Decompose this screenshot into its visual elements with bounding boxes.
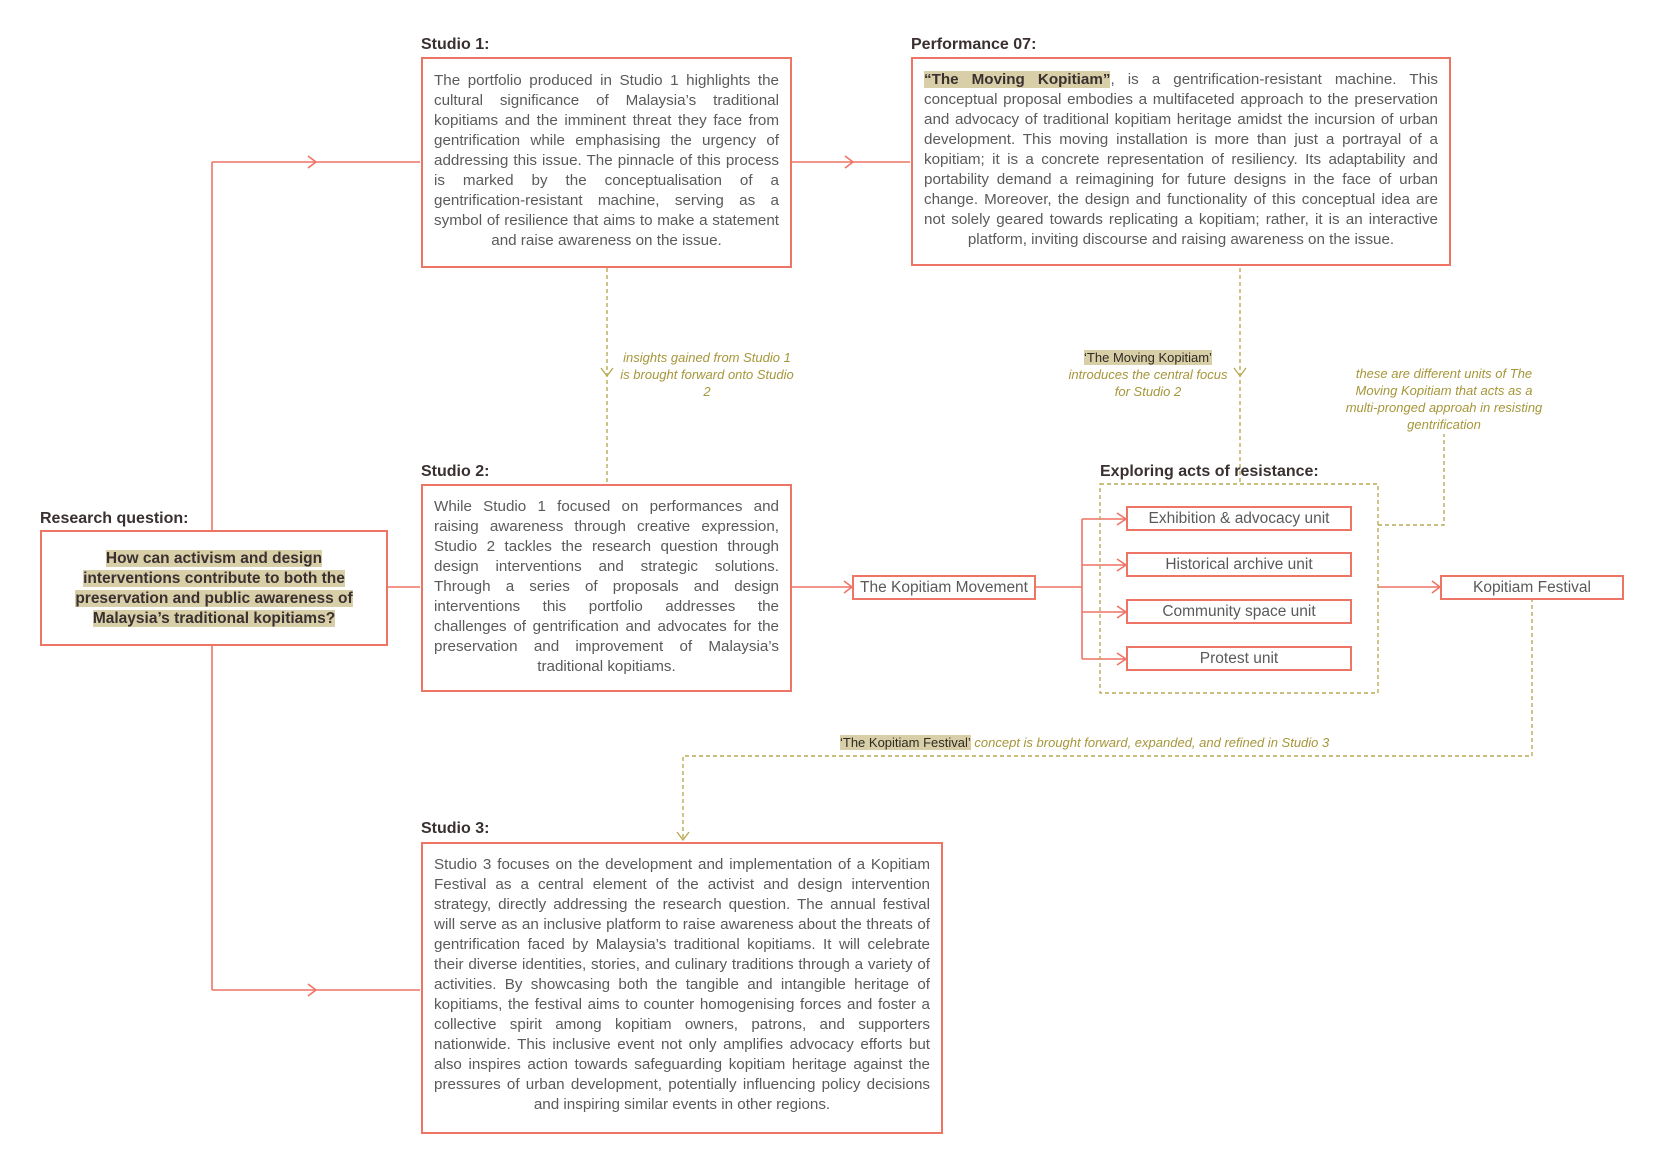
kopitiam-festival-box: Kopitiam Festival — [1440, 575, 1624, 600]
research-question-label: Research question: — [40, 510, 189, 527]
historical-archive-unit: Historical archive unit — [1126, 552, 1352, 577]
protest-unit: Protest unit — [1126, 646, 1352, 671]
studio3-text: Studio 3 focuses on the development and implementation of a Kopitiam Festival as a central element of the activist and design intervention strategy, directly addressing the research question. The annual festival will serve as an inclusive platform to raise awareness about the threats of gentrification faced by Malaysia’s traditional kopitiams. It will celebrate their diverse identities, stories, and culinary traditions through a variety of activities. By showcasing both the tangible and intangible heritage of kopitiams, the festival aims to counter homogenising forces and foster a collective spirit among kopitiam owners, patrons, and supporters nationwide. This inclusive event not only amplifies advocacy efforts but also inspires action towards safeguarding kopitiam heritage against the pressures of urban development, potentially influencing policy decisions and inspiring similar events in other regions. — [434, 856, 930, 1113]
festival-note — [840, 734, 1380, 751]
kopitiam-movement-box: The Kopitiam Movement — [852, 575, 1036, 600]
community-space-unit: Community space unit — [1126, 599, 1352, 624]
research-question-text: How can activism and design interventions contribute to both the preservation and public awareness of Malaysia’s traditional kopitiams? — [75, 550, 353, 627]
moving-kopitiam-note — [1068, 349, 1228, 400]
insights-note: insights gained from Studio 1 is brought forward onto Studio 2 — [620, 350, 794, 399]
festival-note-text: concept is brought forward, expanded, and refined in Studio 3 — [970, 735, 1330, 750]
performance-highlight: “The Moving Kopitiam” — [924, 71, 1111, 88]
performance-paragraph — [924, 70, 1438, 250]
studio1-label: Studio 1: — [421, 36, 490, 53]
performance-label: Performance 07: — [911, 36, 1037, 53]
performance-text: , is a gentrification-resistant machine. This conceptual proposal embodies a multifaceted approach to the preservation and advocacy of traditional kopitiam heritage amidst the incursion of urban development. This moving installation is more than just a portrayal of a kopitiam; it is a concrete representation of resiliency. Its adaptability and portability demand a reimagining for future designs in the face of urban change. Moreover, the design and functionality of this conceptual idea are not solely geared towards replicating a kopitiam; rather, it is an interactive platform, inviting discourse and raising awareness on the issue. — [924, 71, 1438, 248]
studio3-label: Studio 3: — [421, 820, 490, 837]
studio2-label: Studio 2: — [421, 463, 490, 480]
moving-kopitiam-note-text: introduces the central focus for Studio 2 — [1068, 367, 1228, 399]
studio1-text: The portfolio produced in Studio 1 highlights the cultural significance of Malaysia’s traditional kopitiams and the imminent threat they face from gentrification while emphasising the urgency of addressing this issue. The pinnacle of this process is marked by the conceptualisation of a gentrification-resistant machine, serving as a symbol of resilience that aims to make a statement and raise awareness on the issue. — [434, 72, 779, 249]
exhibition-advocacy-unit: Exhibition & advocacy unit — [1126, 506, 1352, 531]
studio2-text: While Studio 1 focused on performances and raising awareness through creative expression, Studio 2 tackles the research question through design interventions and strategic solutions. Through a series of proposals and design interventions this portfolio addresses the challenges of gentrification and advocates for the preservation and improvement of Malaysia’s traditional kopitiams. — [434, 498, 779, 675]
moving-kopitiam-tag: ‘The Moving Kopitiam’ — [1084, 350, 1212, 365]
festival-tag: ‘The Kopitiam Festival’ — [840, 735, 971, 750]
research-question-box — [40, 530, 388, 646]
units-note: these are different units of The Moving Kopitiam that acts as a multi-pronged approah in resisting gentrification — [1345, 366, 1543, 432]
resistance-label: Exploring acts of resistance: — [1100, 463, 1319, 480]
